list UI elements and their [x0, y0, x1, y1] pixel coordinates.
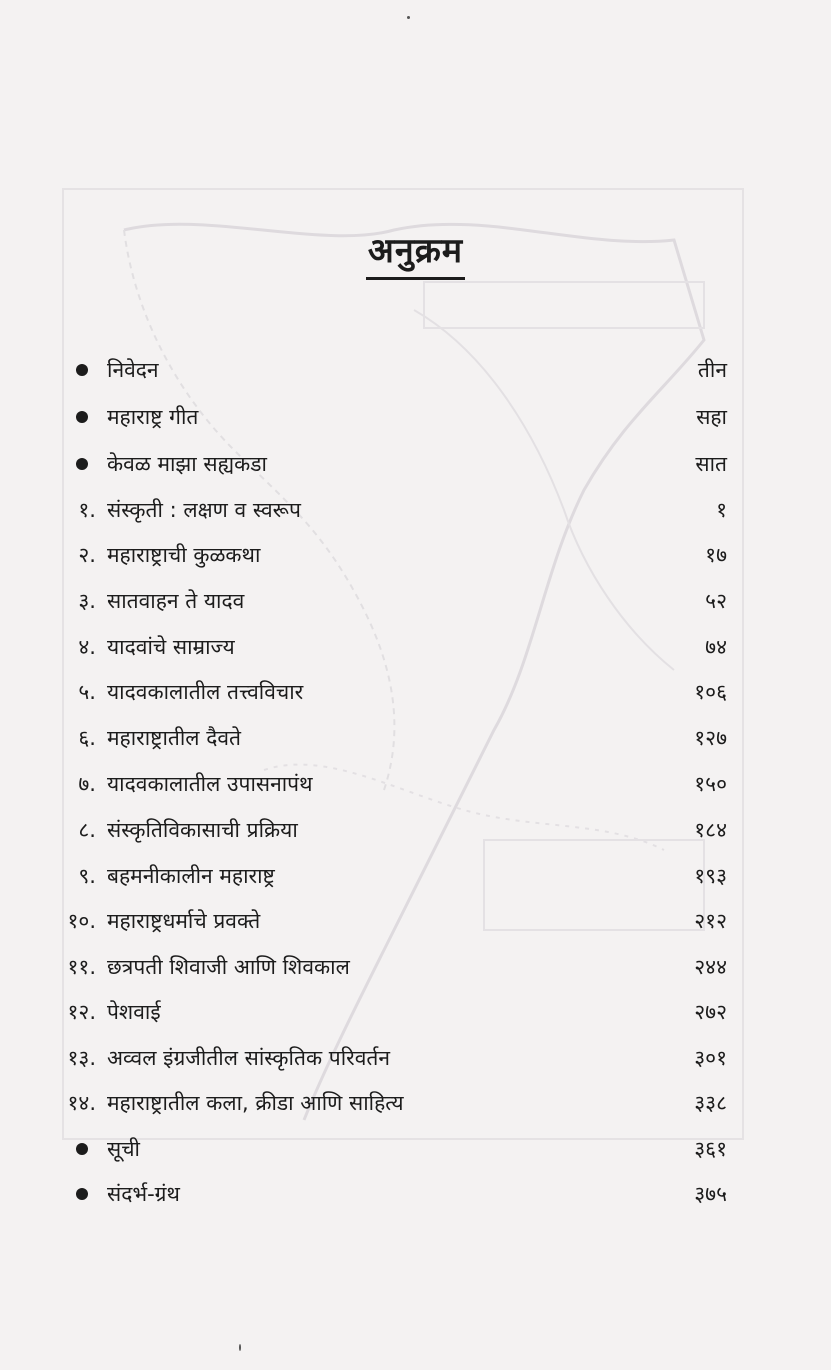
toc-page-number: १ — [716, 498, 727, 522]
toc-entry — [0, 537, 831, 573]
toc-entry-title: महाराष्ट्रातील कला, क्रीडा आणि साहित्य — [107, 1091, 404, 1115]
toc-entry-title: अव्वल इंग्रजीतील सांस्कृतिक परिवर्तन — [107, 1046, 391, 1070]
toc-entry-title: निवेदन — [107, 358, 159, 382]
toc-entry — [0, 1085, 831, 1121]
toc-page-number: २७२ — [694, 1000, 727, 1024]
toc-page-number: सात — [695, 452, 727, 476]
paper-speck — [407, 16, 410, 19]
chapter-number: १२. — [67, 1000, 96, 1024]
bullet-icon — [76, 411, 88, 423]
toc-entry — [0, 858, 831, 894]
toc-page-number: १५० — [694, 772, 727, 796]
page-title: अनुक्रम — [0, 226, 831, 272]
toc-entry-title: संदर्भ-ग्रंथ — [107, 1182, 180, 1206]
chapter-number: ९. — [78, 864, 96, 888]
bullet-icon — [76, 364, 88, 376]
chapter-number: ६. — [78, 726, 96, 750]
toc-entry — [0, 446, 831, 482]
chapter-number: १०. — [67, 909, 96, 933]
bullet-icon — [76, 1188, 88, 1200]
chapter-number: ५. — [78, 680, 96, 704]
chapter-number: १३. — [67, 1046, 96, 1070]
chapter-number: १४. — [67, 1091, 96, 1115]
toc-entry — [0, 352, 831, 388]
toc-page-number: २१२ — [694, 909, 727, 933]
toc-page-number: ३३८ — [694, 1091, 727, 1115]
toc-entry-title: संस्कृती : लक्षण व स्वरूप — [107, 498, 301, 522]
toc-entry-title: छत्रपती शिवाजी आणि शिवकाल — [107, 955, 350, 979]
chapter-number: ४. — [78, 635, 96, 659]
toc-entry — [0, 903, 831, 939]
toc-entry-title: यादवकालातील तत्त्वविचार — [107, 680, 304, 704]
chapter-number: ३. — [78, 589, 96, 613]
toc-entry — [0, 1040, 831, 1076]
chapter-number: ८. — [78, 818, 96, 842]
toc-page-number: १२७ — [694, 726, 727, 750]
toc-entry-title: संस्कृतिविकासाची प्रक्रिया — [107, 818, 298, 842]
toc-page-number: १९३ — [694, 864, 727, 888]
toc-entry-title: पेशवाई — [107, 1000, 161, 1024]
toc-entry-title: महाराष्ट्रधर्माचे प्रवक्ते — [107, 909, 261, 933]
toc-page-number: तीन — [697, 358, 727, 382]
toc-entry — [0, 949, 831, 985]
toc-page-number: ३०१ — [694, 1046, 727, 1070]
toc-entry-title: केवळ माझा सह्यकडा — [107, 452, 267, 476]
toc-entry — [0, 1176, 831, 1212]
chapter-number: १. — [78, 498, 96, 522]
toc-page-number: १७ — [705, 543, 727, 567]
paper-speck — [239, 1344, 241, 1351]
bullet-icon — [76, 458, 88, 470]
toc-page-number: १०६ — [694, 680, 727, 704]
chapter-number: २. — [78, 543, 96, 567]
toc-entry — [0, 629, 831, 665]
toc-entry — [0, 812, 831, 848]
toc-entry-title: महाराष्ट्राची कुळकथा — [107, 543, 261, 567]
toc-entry — [0, 720, 831, 756]
toc-page-number: १८४ — [694, 818, 727, 842]
toc-entry-title: यादवांचे साम्राज्य — [107, 635, 235, 659]
toc-entry-title: सूची — [107, 1137, 140, 1161]
toc-entry — [0, 399, 831, 435]
chapter-number: ११. — [67, 955, 96, 979]
toc-page-number: ५२ — [705, 589, 727, 613]
toc-page-number: ३६१ — [694, 1137, 727, 1161]
toc-entry — [0, 583, 831, 619]
toc-page-number: २४४ — [694, 955, 727, 979]
toc-entry-title: बहमनीकालीन महाराष्ट्र — [107, 864, 275, 888]
toc-entry-title: सातवाहन ते यादव — [107, 589, 245, 613]
bullet-icon — [76, 1143, 88, 1155]
toc-entry-title: महाराष्ट्र गीत — [107, 405, 199, 429]
toc-entry-title: यादवकालातील उपासनापंथ — [107, 772, 313, 796]
toc-entry — [0, 994, 831, 1030]
chapter-number: ७. — [78, 772, 96, 796]
toc-page-number: सहा — [696, 405, 727, 429]
toc-page-number: ३७५ — [694, 1182, 727, 1206]
toc-entry-title: महाराष्ट्रातील दैवते — [107, 726, 241, 750]
toc-entry — [0, 1131, 831, 1167]
toc-entry — [0, 492, 831, 528]
toc-entry — [0, 674, 831, 710]
toc-page-number: ७४ — [705, 635, 727, 659]
toc-entry — [0, 766, 831, 802]
